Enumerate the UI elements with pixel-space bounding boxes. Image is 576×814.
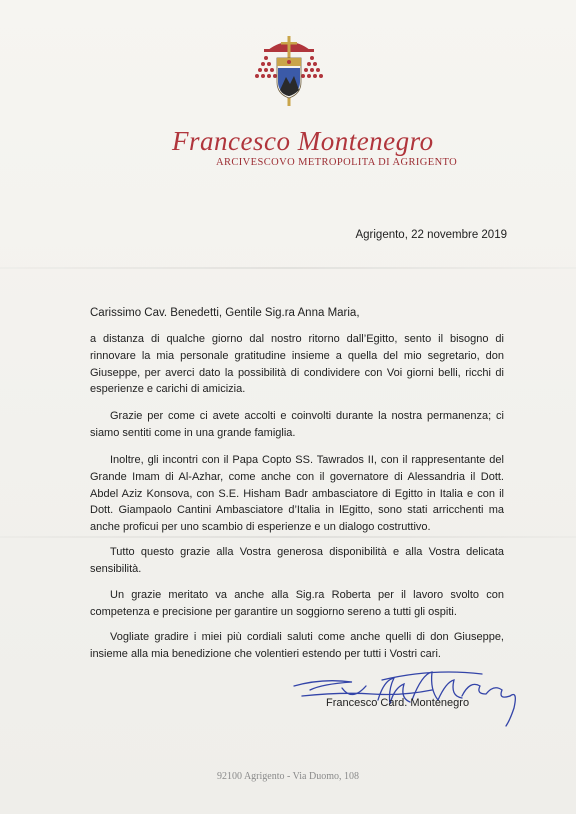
letterhead-title: ARCIVESCOVO METROPOLITA DI AGRIGENTO [216,157,458,168]
body-paragraph: Un grazie meritato va anche alla Sig.ra Roberta per il lavoro svolto con competenza e precisione per garantire un soggiorno sereno a tutti gli ospiti. [90,589,504,618]
letterhead-name: Francesco Montenegro [172,126,434,156]
body-paragraph: Inoltre, gli incontri con il Papa Copto SS. Tawrados II, con il rappresentante del Grande Imam di Al-Azhar, come anche con il governatore di Alessandria il Dott. Abdel Aziz Konsova, con S.E. Hisham Badr ambasciatore di Egitto in Italia e con il Dott. Giampaolo Cantini Ambasciatore d’Italia in lEgitto, sono stati arricchenti ma anche proficui per uno scambio di esperienze e un dialogo costruttivo. [90,454,504,534]
paper-fold-line [0,536,576,538]
body-paragraph: a distanza di qualche giorno dal nostro ritorno dall’Egitto, sento il bisogno di rinnovare la mia personale gratitudine insieme a quella del mio segretario, don Giuseppe, per averci dato la possibilità di condividere con Voi giorni belli, ricchi di esperienze e carichi di amicizia. [90,333,504,396]
letter-greeting: Carissimo Cav. Benedetti, Gentile Sig.ra Anna Maria, [90,307,360,319]
handwritten-signature [282,660,532,730]
body-paragraph: Vogliate gradire i miei più cordiali saluti come anche quelli di don Giuseppe, insieme alla mia benedizione che volentieri estendo per tutti i Vostri cari. [90,631,504,660]
letter-footer-address: 92100 Agrigento - Via Duomo, 108 [217,771,359,782]
coat-of-arms-icon [252,28,326,112]
body-paragraph: Grazie per come ci avete accolti e coinvolti durante la nostra permanenza; ci siamo sentiti come in una grande famiglia. [90,410,504,439]
paper-fold-line [0,267,576,269]
signature-printed-name: Francesco Card. Montenegro [326,697,470,709]
letter-date: Agrigento, 22 novembre 2019 [355,229,507,241]
body-paragraph: Tutto questo grazie alla Vostra generosa disponibilità e alla Vostra delicata sensibilità. [90,546,504,575]
